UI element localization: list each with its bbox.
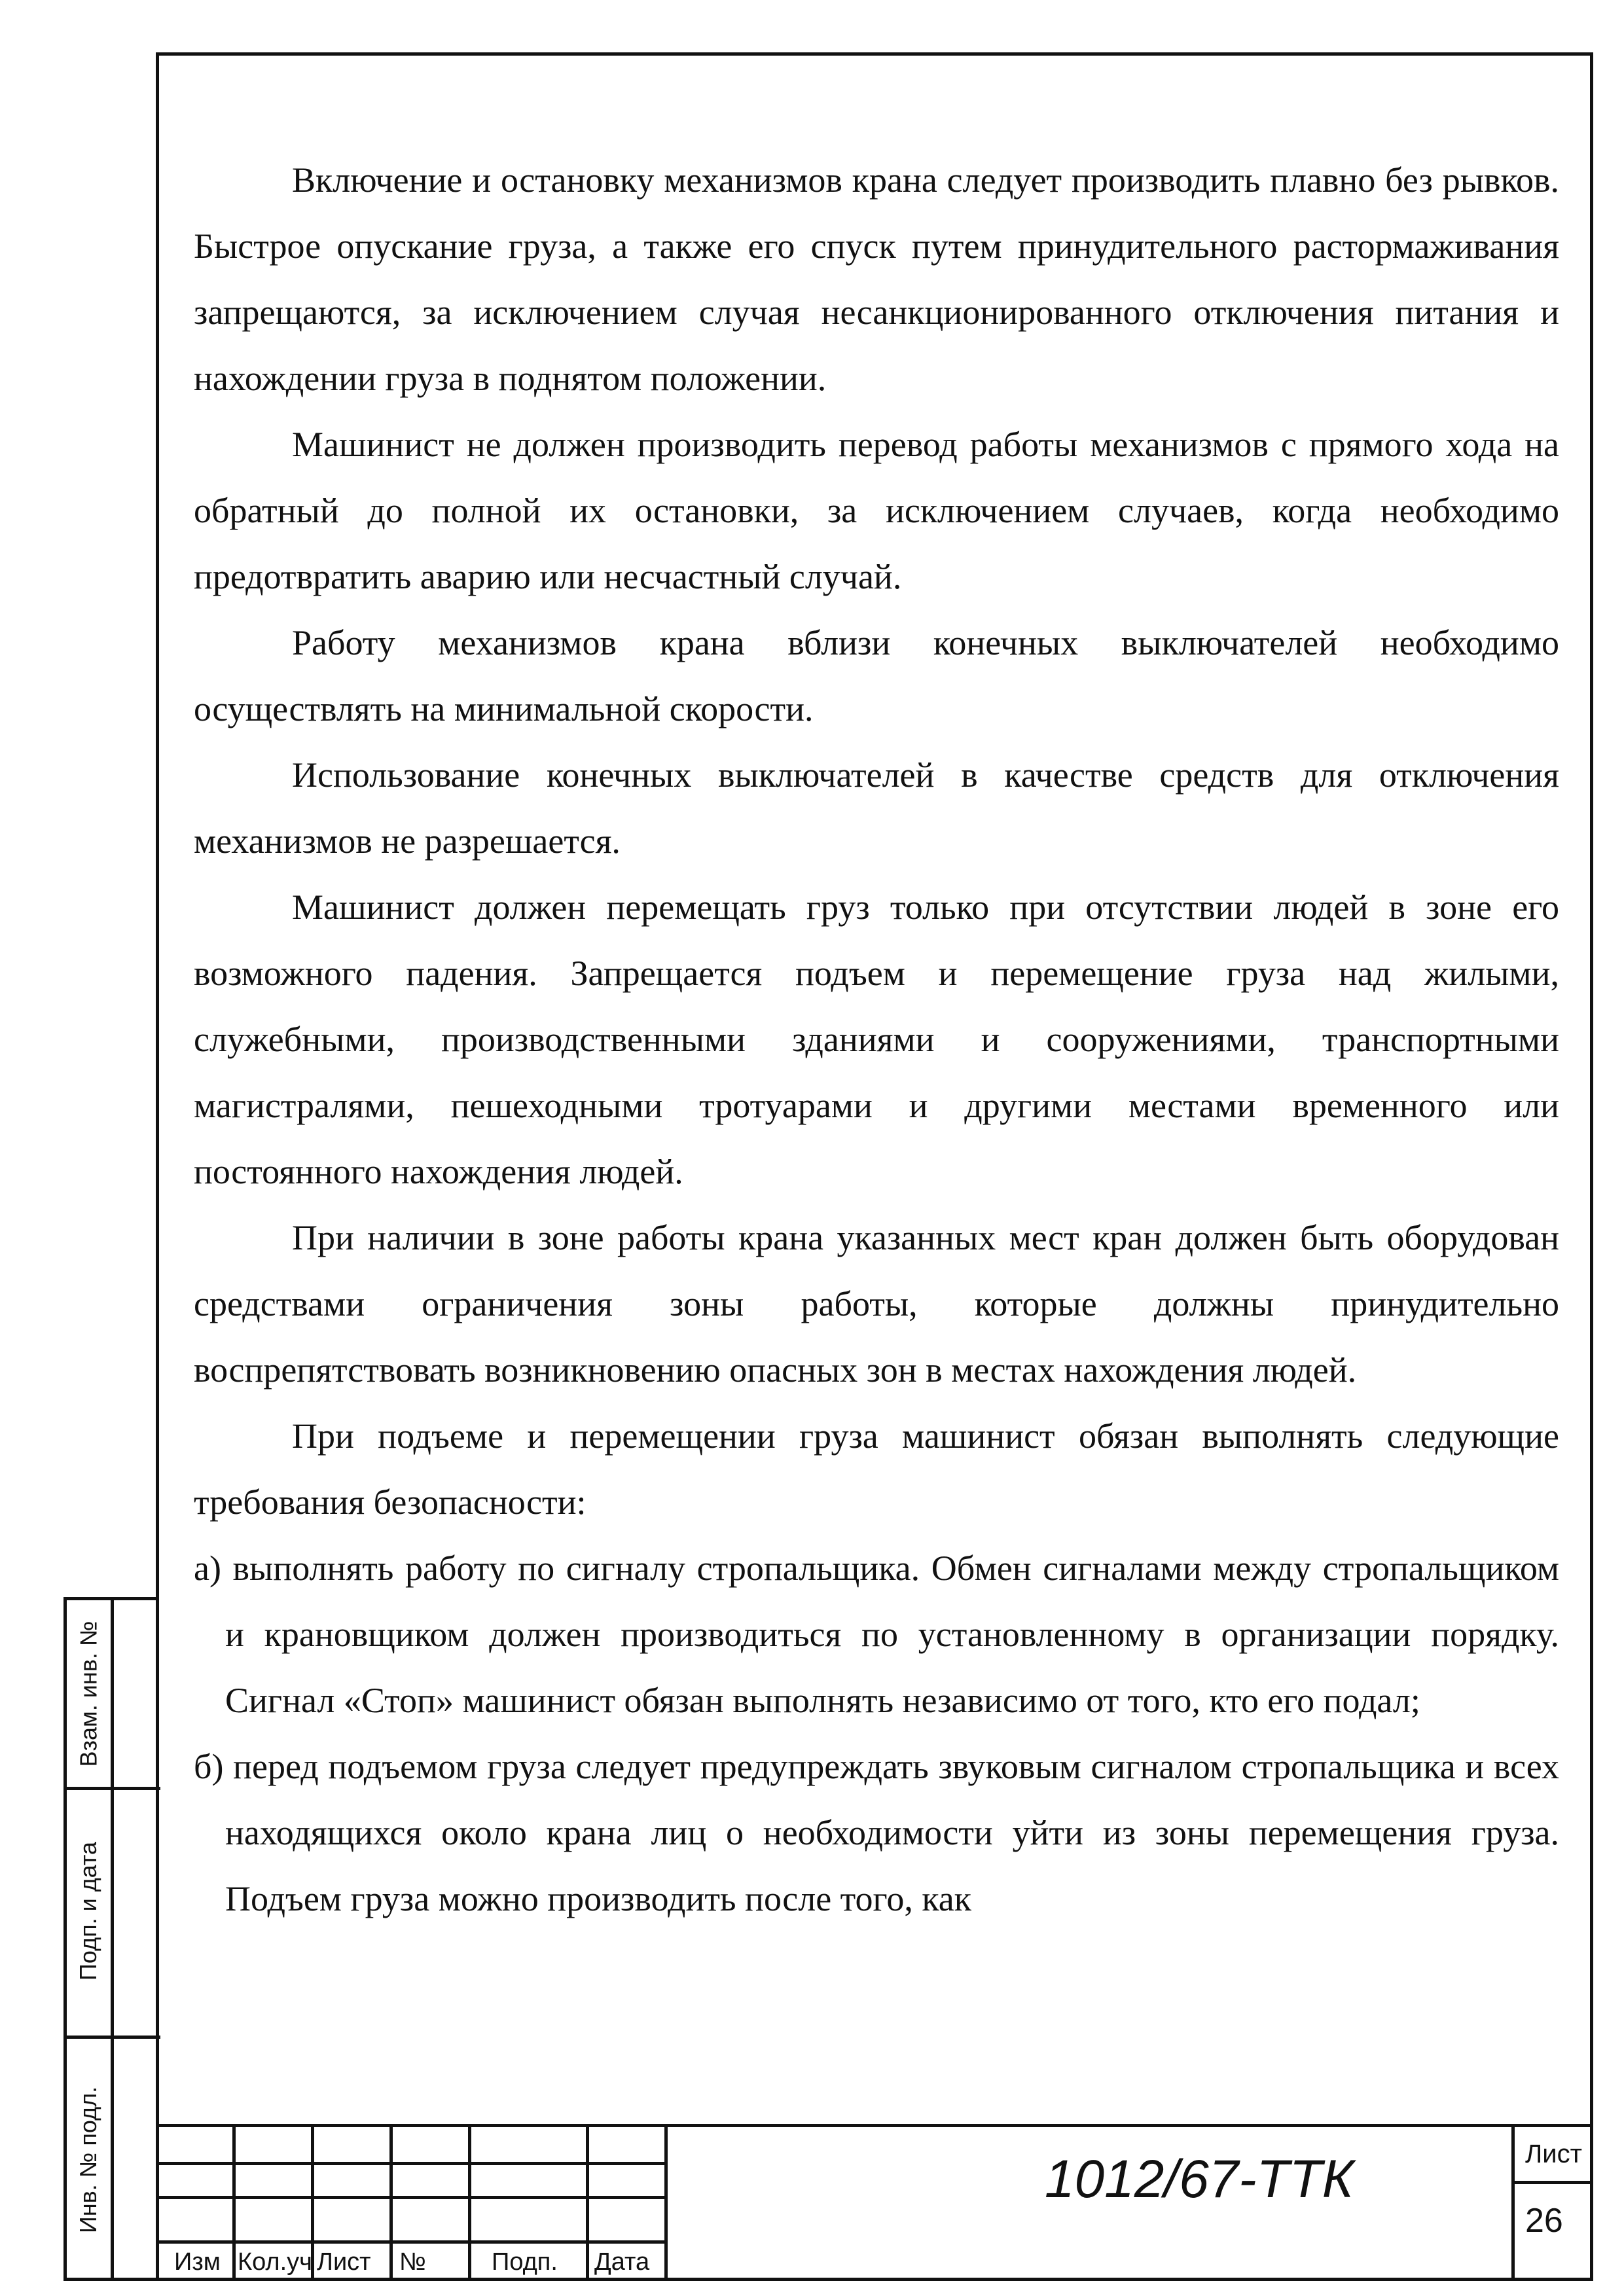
paragraph: Работу механизмов крана вблизи конечных выключателей необходимо осуществлять на минимальной скорости. [194,623,1559,728]
vzam-inv-label: Взам. инв. № [75,1620,102,1767]
title-block-col-divider [586,2124,589,2281]
paragraph: При наличии в зоне работы крана указанных мест кран должен быть оборудован средствами ограничения зоны работы, которые должны принудительно воспрепятствовать возникновению опасных зон в местах нахождения людей. [194,1218,1559,1390]
document-body [194,147,1559,1932]
list-item: б) перед подъемом груза следует предупреждать звуковым сигналом стропальщика и всех находящихся около крана лиц о необходимости уйти из зоны перемещения груза. Подъем груза можно производить после того, как [194,1747,1559,1918]
title-block [156,2124,1593,2281]
list-label: Лист [317,2248,371,2276]
data-label: Дата [594,2248,650,2276]
title-block-col-divider [232,2124,236,2281]
number-label: № [399,2248,426,2276]
paragraph: При подъеме и перемещении груза машинист обязан выполнять следующие требования безопасности: [194,1416,1559,1522]
list-item: а) выполнять работу по сигналу стропальщика. Обмен сигналами между стропальщиком и крановщиком должен производиться по установленному в организации порядку. Сигнал «Стоп» машинист обязан выполнять независимо от того, кто его подал; [194,1549,1559,1720]
sheet-cell-divider [1511,2181,1593,2184]
sheet-number: 26 [1525,2202,1563,2240]
paragraph: Машинист должен перемещать груз только при отсутствии людей в зоне его возможного падения. Запрещается подъем и перемещение груза над жилыми, служебными, производственными зданиями и сооружениями, транспортными магистралями, пешеходными тротуарами и другими местами временного или постоянного нахождения людей. [194,888,1559,1191]
title-block-col-divider [389,2124,393,2281]
izm-label: Изм [174,2248,221,2276]
paragraph: Машинист не должен производить перевод работы механизмов с прямого хода на обратный до полной их остановки, за исключением случаев, когда необходимо предотвратить аварию или несчастный случай. [194,425,1559,596]
title-block-top-border [156,2124,1593,2127]
title-block-col-divider [468,2124,471,2281]
podp-label: Подп. [492,2248,558,2276]
sheet-label: Лист [1525,2140,1582,2168]
podp-data-label: Подп. и дата [75,1841,102,1981]
title-block-col-divider [664,2124,668,2281]
document-code: 1012/67-ТТК [1044,2149,1354,2209]
kol-uch-label: Кол.уч [238,2248,312,2276]
side-stamp [63,1597,157,2281]
paragraph: Использование конечных выключателей в качестве средств для отключения механизмов не разрешается. [194,755,1559,861]
inv-podl-label: Инв. № подл. [75,2086,102,2234]
title-block-col-divider [1511,2124,1515,2281]
paragraph: Включение и остановку механизмов крана следует производить плавно без рывков. Быстрое опускание груза, а также его спуск путем принудительного растормаживания запрещаются, за исключением случая несанкционированного отключения питания и нахождении груза в поднятом положении. [194,160,1559,398]
